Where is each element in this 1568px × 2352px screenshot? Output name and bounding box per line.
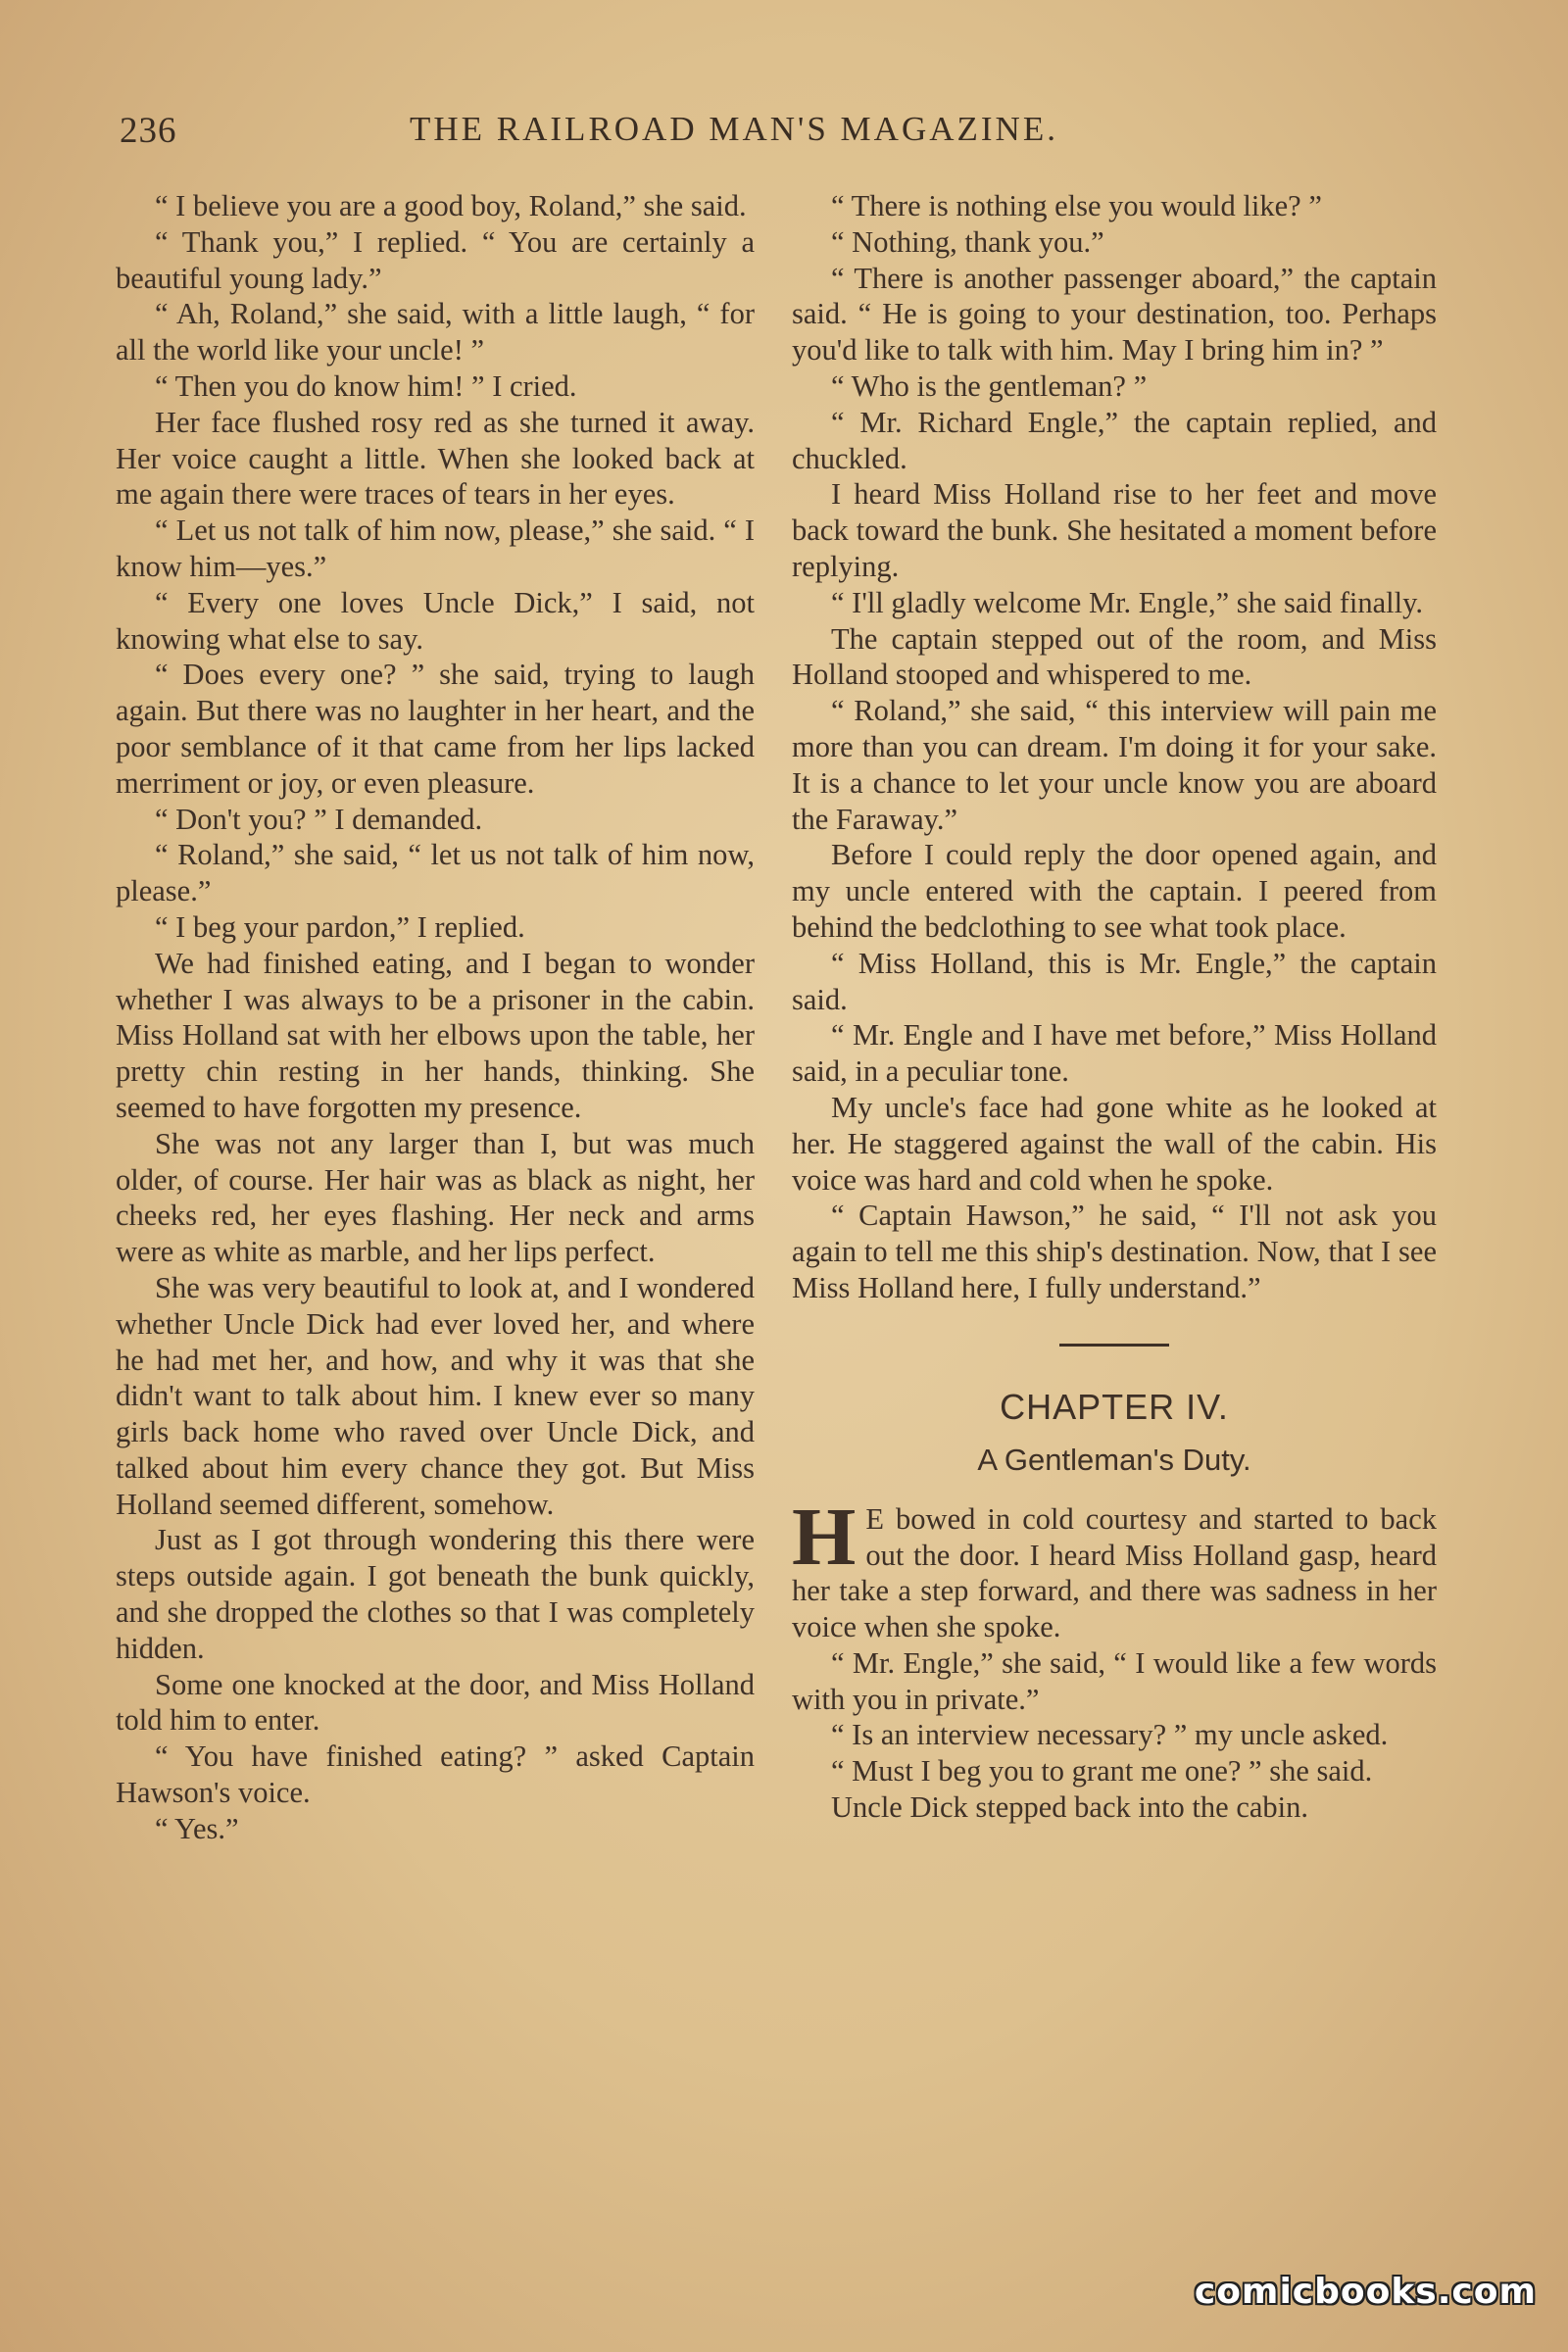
paragraph: “ Is an interview necessary? ” my uncle asked.: [831, 1718, 1389, 1752]
paragraph: My uncle's face had gone white as he looked at her. He staggered against the wall of the cabin. His voice was hard and cold when he spoke.: [792, 1090, 1437, 1197]
page-number: 236: [120, 111, 177, 151]
left-column: [116, 188, 755, 1847]
right-column-paragraphs: [792, 188, 1437, 1306]
drop-cap: H: [792, 1491, 857, 1583]
paragraph: “ Ah, Roland,” she said, with a little laugh, “ for all the world like your uncle! ”: [116, 297, 755, 368]
paragraph: “ Yes.”: [155, 1811, 239, 1845]
chapter-first-paragraph-text: E bowed in cold courtesy and started to back out the door. I heard Miss Holland gasp, heard her take a step forward, and there was sadness in her voice when she spoke.: [792, 1501, 1437, 1644]
right-column: [792, 188, 1437, 1826]
running-head: THE RAILROAD MAN'S MAGAZINE.: [410, 110, 1058, 148]
paragraph: “ Let us not talk of him now, please,” she said. “ I know him—yes.”: [116, 514, 755, 583]
paragraph: “ You have finished eating? ” asked Captain Hawson's voice.: [116, 1740, 755, 1810]
chapter-subtitle: A Gentleman's Duty.: [977, 1442, 1251, 1477]
paragraph: Uncle Dick stepped back into the cabin.: [831, 1790, 1308, 1825]
paragraph: “ Miss Holland, this is Mr. Engle,” the captain said.: [792, 946, 1437, 1016]
paragraph: “ I'll gladly welcome Mr. Engle,” she said finally.: [831, 585, 1424, 619]
paragraph: “ I beg your pardon,” I replied.: [155, 909, 525, 944]
paragraph: “ There is nothing else you would like? ”: [831, 189, 1322, 222]
paragraph: “ Must I beg you to grant me one? ” she said.: [831, 1754, 1373, 1788]
paragraph: “ Captain Hawson,” he said, “ I'll not ask you again to tell me this ship's destination. Now, that I see Miss Holland here, I fully understand.”: [792, 1199, 1437, 1304]
paragraph: We had finished eating, and I began to wonder whether I was always to be a prisoner in the cabin. Miss Holland sat with her elbows upon the table, her pretty chin resting in her hands, thinking. She seemed to have forgotten my presence.: [116, 946, 755, 1124]
paragraph: She was not any larger than I, but was much older, of course. Her hair was as black as night, her cheeks red, her eyes flashing. Her neck and arms were as white as marble, and her lips perfect.: [116, 1126, 755, 1269]
chapter-divider: [1059, 1344, 1169, 1347]
chapter-first-paragraph: [792, 1491, 1437, 1645]
paragraph: “ Roland,” she said, “ this interview will pain me more than you can dream. I'm doing it for your sake. It is a chance to let your uncle know you are aboard the Faraway.”: [792, 694, 1437, 836]
paragraph: “ Who is the gentleman? ”: [831, 368, 1148, 403]
paragraph: “ I believe you are a good boy, Roland,” she said.: [155, 189, 747, 222]
paragraph: I heard Miss Holland rise to her feet and move back toward the bunk. She hesitated a moment before replying.: [792, 477, 1437, 583]
paragraph: “ Mr. Engle,” she said, “ I would like a few words with you in private.”: [792, 1645, 1437, 1716]
paragraph: “ Mr. Richard Engle,” the captain replied, and chuckled.: [792, 405, 1437, 475]
chapter-paragraphs: [792, 1645, 1437, 1826]
watermark-logo: comicbooks.com: [1194, 2272, 1537, 2312]
paragraph: “ Nothing, thank you.”: [831, 224, 1104, 259]
paragraph: “ Then you do know him! ” I cried.: [155, 368, 577, 403]
paragraph: “ Roland,” she said, “ let us not talk of him now, please.”: [116, 838, 755, 908]
paragraph: Her face flushed rosy red as she turned it away. Her voice caught a little. When she looked back at me again there were traces of tears in her eyes.: [116, 405, 755, 512]
chapter-title: CHAPTER IV.: [1000, 1386, 1229, 1427]
paragraph: Before I could reply the door opened again, and my uncle entered with the captain. I peered from behind the bedclothing to see what took place.: [792, 838, 1437, 944]
paragraph: Just as I got through wondering this there were steps outside again. I got beneath the bunk quickly, and she dropped the clothes so that I was completely hidden.: [116, 1523, 755, 1665]
paragraph: “ Mr. Engle and I have met before,” Miss Holland said, in a peculiar tone.: [792, 1018, 1437, 1089]
paragraph: “ There is another passenger aboard,” the captain said. “ He is going to your destination, too. Perhaps you'd like to talk with him. May I bring him in? ”: [792, 261, 1437, 368]
paragraph: “ Thank you,” I replied. “ You are certainly a beautiful young lady.”: [116, 224, 755, 295]
paragraph: “ Every one loves Uncle Dick,” I said, not knowing what else to say.: [116, 585, 755, 656]
paragraph: “ Does every one? ” she said, trying to laugh again. But there was no laughter in her heart, and the poor semblance of it that came from her lips lacked merriment or joy, or even pleasure.: [116, 658, 755, 800]
paragraph: The captain stepped out of the room, and Miss Holland stooped and whispered to me.: [792, 621, 1437, 692]
paragraph: Some one knocked at the door, and Miss Holland told him to enter.: [116, 1667, 755, 1738]
paragraph: “ Don't you? ” I demanded.: [155, 802, 483, 836]
paragraph: She was very beautiful to look at, and I wondered whether Uncle Dick had ever loved her, and where he had met her, and how, and why it was that she didn't want to talk about him. I knew ever so many girls back home who raved over Uncle Dick, and talked about him every chance they got. But Miss Holland seemed different, somehow.: [116, 1270, 755, 1521]
